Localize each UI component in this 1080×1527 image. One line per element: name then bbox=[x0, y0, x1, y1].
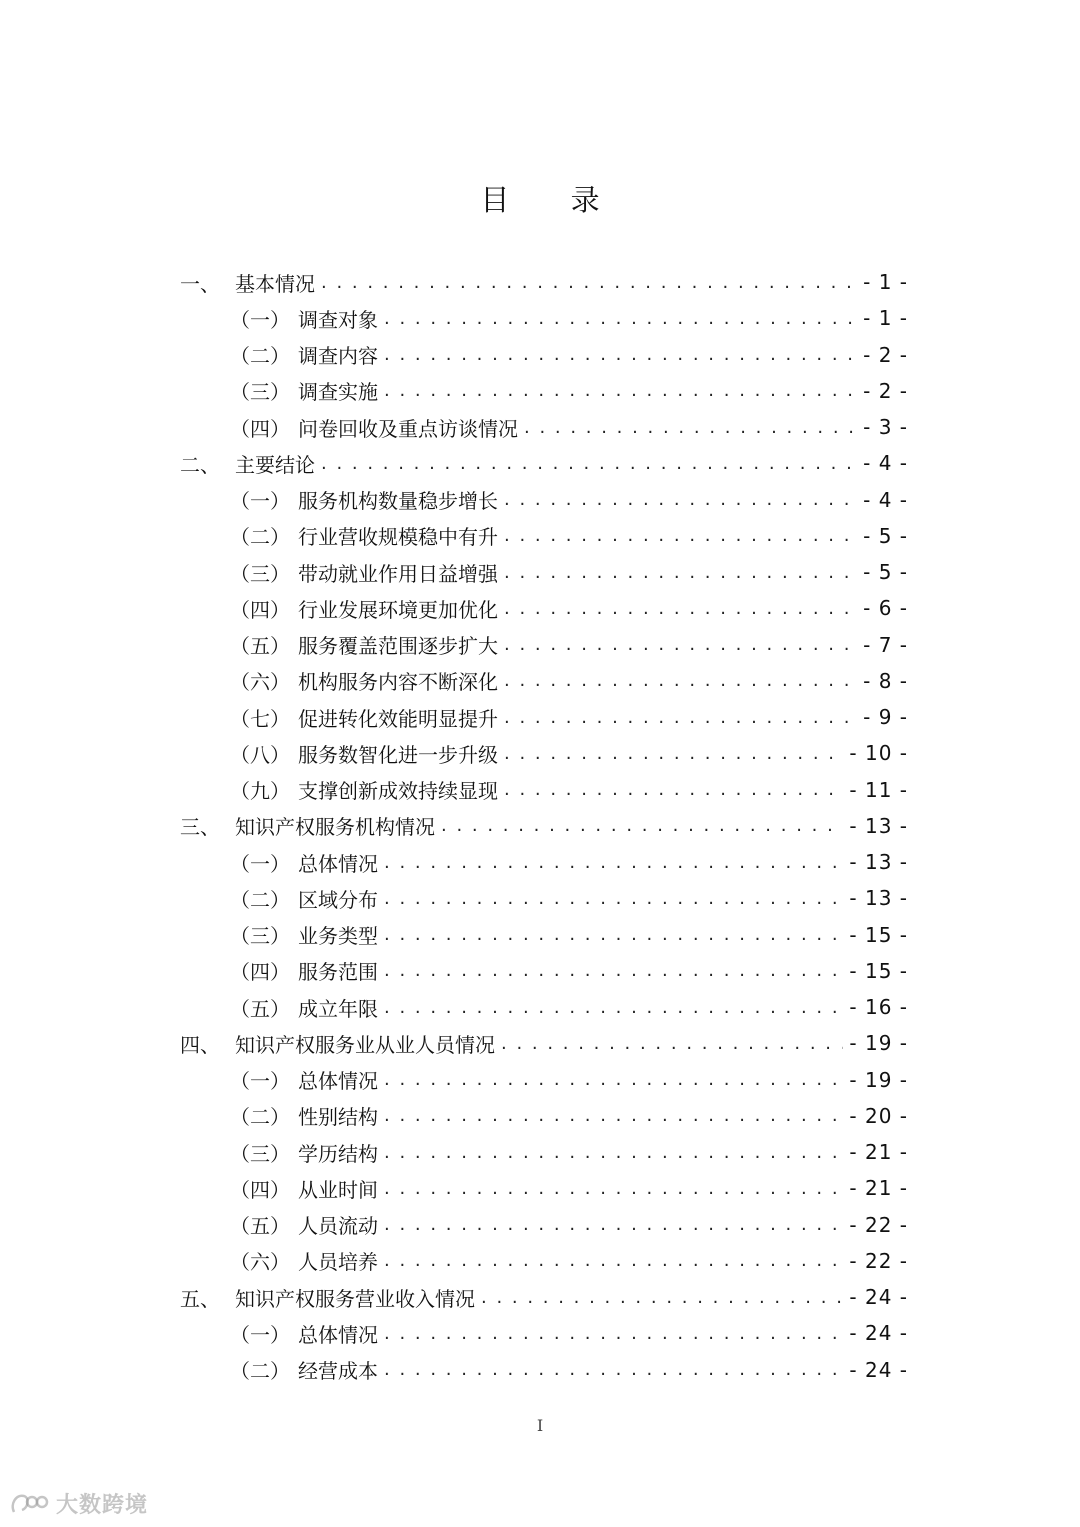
toc-section-entry[interactable] bbox=[180, 445, 908, 481]
toc-entry-number: （七） bbox=[230, 706, 290, 731]
toc-entry-title: 总体情况 bbox=[298, 851, 378, 876]
toc-subsection-entry[interactable] bbox=[180, 590, 908, 626]
toc-entry-title: 知识产权服务业从业人员情况 bbox=[235, 1032, 495, 1057]
toc-entry-number: （一） bbox=[230, 307, 290, 332]
toc-entry-title: 知识产权服务机构情况 bbox=[235, 815, 435, 840]
toc-entry-page: - 8 - bbox=[863, 668, 908, 693]
table-of-contents bbox=[180, 264, 908, 1388]
toc-entry-title: 主要结论 bbox=[235, 452, 315, 477]
toc-subsection-entry[interactable] bbox=[180, 1243, 908, 1279]
toc-dot-leader bbox=[504, 743, 843, 764]
toc-entry-title: 经营成本 bbox=[298, 1359, 378, 1384]
toc-section-entry[interactable] bbox=[180, 808, 908, 844]
toc-entry-page: - 15 - bbox=[849, 922, 908, 947]
toc-entry-page: - 13 - bbox=[849, 850, 908, 875]
toc-dot-leader bbox=[384, 1069, 843, 1090]
toc-entry-number: （二） bbox=[230, 1105, 290, 1130]
watermark-logo-icon bbox=[8, 1490, 50, 1518]
toc-entry-page: - 13 - bbox=[849, 886, 908, 911]
toc-dot-leader bbox=[384, 852, 843, 873]
toc-entry-number: （五） bbox=[230, 1214, 290, 1239]
toc-dot-leader bbox=[504, 634, 857, 655]
toc-entry-title: 服务机构数量稳步增长 bbox=[298, 489, 498, 514]
toc-entry-number: （二） bbox=[230, 525, 290, 550]
toc-entry-number: （三） bbox=[230, 1141, 290, 1166]
toc-entry-number: （三） bbox=[230, 380, 290, 405]
toc-entry-title: 行业营收规模稳中有升 bbox=[298, 525, 498, 550]
toc-dot-leader bbox=[504, 779, 843, 800]
watermark bbox=[8, 1488, 148, 1519]
toc-section-entry[interactable] bbox=[180, 1025, 908, 1061]
toc-entry-page: - 4 - bbox=[863, 451, 908, 476]
toc-entry-page: - 22 - bbox=[849, 1248, 908, 1273]
toc-subsection-entry[interactable] bbox=[180, 953, 908, 989]
toc-entry-title: 调查实施 bbox=[298, 380, 378, 405]
toc-entry-title: 从业时间 bbox=[298, 1177, 378, 1202]
toc-entry-page: - 22 - bbox=[849, 1212, 908, 1237]
toc-subsection-entry[interactable] bbox=[180, 518, 908, 554]
toc-entry-number: （六） bbox=[230, 1250, 290, 1275]
toc-dot-leader bbox=[504, 598, 857, 619]
toc-entry-page: - 16 - bbox=[849, 995, 908, 1020]
toc-entry-number: （六） bbox=[230, 670, 290, 695]
toc-entry-number: （一） bbox=[230, 1069, 290, 1094]
toc-entry-number: （一） bbox=[230, 1322, 290, 1347]
toc-subsection-entry[interactable] bbox=[180, 917, 908, 953]
toc-subsection-entry[interactable] bbox=[180, 373, 908, 409]
toc-entry-page: - 10 - bbox=[849, 741, 908, 766]
toc-entry-number: （二） bbox=[230, 344, 290, 369]
toc-entry-title: 服务覆盖范围逐步扩大 bbox=[298, 634, 498, 659]
toc-entry-title: 基本情况 bbox=[235, 271, 315, 296]
toc-entry-page: - 2 - bbox=[863, 378, 908, 403]
toc-subsection-entry[interactable] bbox=[180, 1207, 908, 1243]
toc-dot-leader bbox=[504, 670, 857, 691]
toc-subsection-entry[interactable] bbox=[180, 844, 908, 880]
toc-entry-number: （五） bbox=[230, 996, 290, 1021]
toc-entry-number: （四） bbox=[230, 1177, 290, 1202]
toc-entry-title: 促进转化效能明显提升 bbox=[298, 706, 498, 731]
toc-entry-number: （一） bbox=[230, 851, 290, 876]
toc-entry-title: 总体情况 bbox=[298, 1322, 378, 1347]
toc-subsection-entry[interactable] bbox=[180, 772, 908, 808]
toc-dot-leader bbox=[524, 417, 857, 438]
toc-entry-page: - 19 - bbox=[849, 1067, 908, 1092]
toc-entry-number: 四、 bbox=[180, 1032, 220, 1057]
toc-entry-number: （二） bbox=[230, 887, 290, 912]
toc-subsection-entry[interactable] bbox=[180, 409, 908, 445]
toc-entry-number: 三、 bbox=[180, 815, 220, 840]
toc-subsection-entry[interactable] bbox=[180, 337, 908, 373]
toc-entry-number: （四） bbox=[230, 960, 290, 985]
toc-entry-title: 区域分布 bbox=[298, 887, 378, 912]
toc-entry-number: 一、 bbox=[180, 271, 220, 296]
toc-subsection-entry[interactable] bbox=[180, 735, 908, 771]
toc-dot-leader bbox=[384, 1323, 843, 1344]
toc-dot-leader bbox=[384, 344, 857, 365]
toc-entry-number: （三） bbox=[230, 561, 290, 586]
toc-entry-title: 服务数智化进一步升级 bbox=[298, 742, 498, 767]
toc-subsection-entry[interactable] bbox=[180, 1134, 908, 1170]
toc-entry-page: - 1 - bbox=[863, 306, 908, 331]
toc-entry-page: - 11 - bbox=[849, 777, 908, 802]
toc-entry-title: 机构服务内容不断深化 bbox=[298, 670, 498, 695]
toc-dot-leader bbox=[504, 525, 857, 546]
toc-subsection-entry[interactable] bbox=[180, 554, 908, 590]
toc-section-entry[interactable] bbox=[180, 1279, 908, 1315]
toc-dot-leader bbox=[481, 1287, 843, 1308]
toc-subsection-entry[interactable] bbox=[180, 482, 908, 518]
toc-subsection-entry[interactable] bbox=[180, 1170, 908, 1206]
toc-subsection-entry[interactable] bbox=[180, 1315, 908, 1351]
toc-dot-leader bbox=[384, 924, 843, 945]
toc-entry-title: 人员流动 bbox=[298, 1214, 378, 1239]
toc-entry-number: （三） bbox=[230, 924, 290, 949]
toc-dot-leader bbox=[384, 1214, 843, 1235]
toc-entry-page: - 3 - bbox=[863, 415, 908, 440]
toc-entry-title: 总体情况 bbox=[298, 1069, 378, 1094]
toc-dot-leader bbox=[441, 815, 843, 836]
toc-entry-page: - 15 - bbox=[849, 958, 908, 983]
toc-entry-title: 行业发展环境更加优化 bbox=[298, 597, 498, 622]
toc-dot-leader bbox=[384, 888, 843, 909]
page-title: 目 录 bbox=[480, 183, 626, 217]
toc-subsection-entry[interactable] bbox=[180, 1062, 908, 1098]
toc-entry-page: - 2 - bbox=[863, 342, 908, 367]
toc-entry-title: 调查内容 bbox=[298, 344, 378, 369]
toc-entry-number: （四） bbox=[230, 416, 290, 441]
toc-entry-page: - 4 - bbox=[863, 487, 908, 512]
toc-entry-page: - 21 - bbox=[849, 1140, 908, 1165]
toc-dot-leader bbox=[384, 1105, 843, 1126]
toc-entry-page: - 5 - bbox=[863, 560, 908, 585]
toc-subsection-entry[interactable] bbox=[180, 1098, 908, 1134]
toc-subsection-entry[interactable] bbox=[180, 989, 908, 1025]
toc-entry-page: - 24 - bbox=[849, 1321, 908, 1346]
toc-dot-leader bbox=[504, 707, 857, 728]
toc-entry-page: - 19 - bbox=[849, 1031, 908, 1056]
toc-entry-title: 服务范围 bbox=[298, 960, 378, 985]
toc-entry-number: 二、 bbox=[180, 452, 220, 477]
toc-entry-page: - 9 - bbox=[863, 705, 908, 730]
toc-dot-leader bbox=[321, 272, 857, 293]
toc-dot-leader bbox=[384, 380, 857, 401]
toc-entry-page: - 24 - bbox=[849, 1357, 908, 1382]
toc-entry-page: - 7 - bbox=[863, 632, 908, 657]
toc-entry-page: - 5 - bbox=[863, 523, 908, 548]
toc-dot-leader bbox=[384, 308, 857, 329]
toc-subsection-entry[interactable] bbox=[180, 663, 908, 699]
toc-entry-page: - 21 - bbox=[849, 1176, 908, 1201]
toc-dot-leader bbox=[501, 1033, 843, 1054]
toc-subsection-entry[interactable] bbox=[180, 300, 908, 336]
toc-subsection-entry[interactable] bbox=[180, 880, 908, 916]
toc-dot-leader bbox=[384, 1178, 843, 1199]
toc-dot-leader bbox=[504, 489, 857, 510]
toc-dot-leader bbox=[384, 1250, 843, 1271]
toc-subsection-entry[interactable] bbox=[180, 699, 908, 735]
toc-entry-number: 五、 bbox=[180, 1286, 220, 1311]
toc-dot-leader bbox=[504, 562, 857, 583]
toc-dot-leader bbox=[384, 960, 843, 981]
toc-entry-title: 人员培养 bbox=[298, 1250, 378, 1275]
toc-entry-title: 带动就业作用日益增强 bbox=[298, 561, 498, 586]
toc-subsection-entry[interactable] bbox=[180, 627, 908, 663]
toc-entry-number: （八） bbox=[230, 742, 290, 767]
toc-entry-page: - 1 - bbox=[863, 270, 908, 295]
toc-entry-number: （四） bbox=[230, 597, 290, 622]
page-number: I bbox=[536, 1416, 544, 1435]
toc-entry-number: （九） bbox=[230, 779, 290, 804]
toc-entry-title: 成立年限 bbox=[298, 996, 378, 1021]
toc-entry-number: （一） bbox=[230, 489, 290, 514]
toc-entry-title: 支撑创新成效持续显现 bbox=[298, 779, 498, 804]
toc-entry-title: 学历结构 bbox=[298, 1141, 378, 1166]
toc-dot-leader bbox=[384, 1142, 843, 1163]
toc-dot-leader bbox=[384, 1359, 843, 1380]
toc-dot-leader bbox=[321, 453, 857, 474]
toc-dot-leader bbox=[384, 997, 843, 1018]
toc-section-entry[interactable] bbox=[180, 264, 908, 300]
watermark-text: 大数跨境 bbox=[56, 1493, 149, 1518]
toc-entry-title: 问卷回收及重点访谈情况 bbox=[298, 416, 518, 441]
toc-entry-title: 调查对象 bbox=[298, 307, 378, 332]
toc-entry-page: - 13 - bbox=[849, 813, 908, 838]
toc-entry-number: （五） bbox=[230, 634, 290, 659]
toc-entry-page: - 20 - bbox=[849, 1103, 908, 1128]
toc-entry-number: （二） bbox=[230, 1359, 290, 1384]
toc-entry-page: - 24 - bbox=[849, 1285, 908, 1310]
toc-entry-title: 性别结构 bbox=[298, 1105, 378, 1130]
toc-entry-title: 业务类型 bbox=[298, 924, 378, 949]
toc-subsection-entry[interactable] bbox=[180, 1352, 908, 1388]
toc-entry-title: 知识产权服务营业收入情况 bbox=[235, 1286, 475, 1311]
toc-entry-page: - 6 - bbox=[863, 596, 908, 621]
